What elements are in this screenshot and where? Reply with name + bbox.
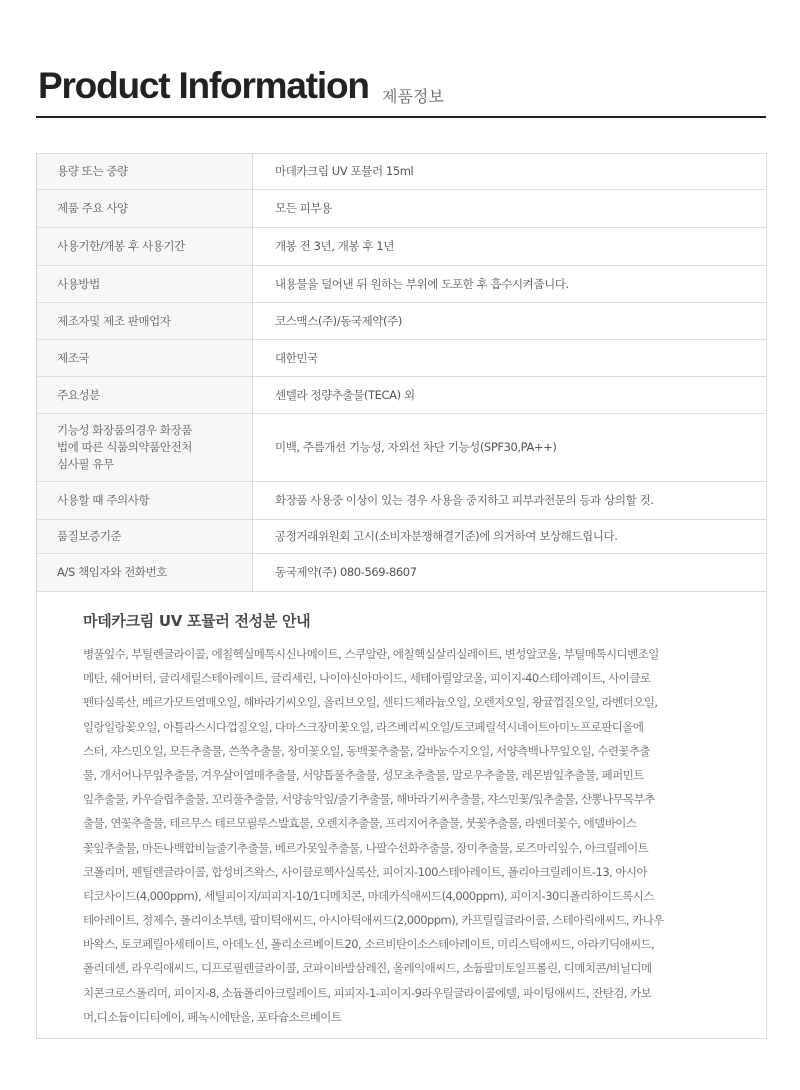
row-label: 제조국 bbox=[37, 340, 253, 377]
ingredients-line: 폴리데센, 라우릭애씨드, 디프로필렌글라이콜, 코파이바발삼레진, 올레익애씨드, 소듐팔미토일프롤린, 디메치콘/비닐디메 bbox=[83, 961, 652, 976]
row-value: 동국제약(주) 080-569-8607 bbox=[253, 554, 767, 592]
row-label: 용량 또는 중량 bbox=[37, 154, 253, 190]
table-row bbox=[37, 520, 767, 554]
ingredients-line: 스터, 쟈스민오일, 모든추출물, 쓴쑥추출물, 장미꽃오일, 동백꽃추출물, 갈바눔수지오일, 서양측백나무잎오일, 수련꽃추출 bbox=[83, 743, 651, 758]
ingredients-text bbox=[83, 642, 743, 1029]
ingredients-line: 머,디소듐이디티에이, 페녹시에탄올, 포타슘소르베이트 bbox=[83, 1009, 342, 1024]
row-label-line: 심사필 유무 bbox=[57, 456, 114, 471]
ingredients-line: 출물, 연꽃추출물, 테르무스 테르모필루스발효물, 오렌지추출물, 프리지어추출물, 붓꽃추출물, 라벤더꽃수, 에델바이스 bbox=[83, 816, 637, 831]
row-value: 센텔라 정량추출물(TECA) 외 bbox=[253, 377, 767, 414]
table-row bbox=[37, 190, 767, 228]
ingredients-line: 병풀잎수, 부틸렌글라이콜, 에칠헥실메톡시신나메이트, 스쿠알란, 에칠헥실살리실레이트, 변성알코올, 부틸메톡시디벤조일 bbox=[83, 647, 659, 661]
table-row bbox=[37, 340, 767, 377]
table-row bbox=[37, 377, 767, 414]
row-value: 개봉 전 3년, 개봉 후 1년 bbox=[253, 228, 767, 266]
ingredients-line: 일랑일랑꽃오일, 아틀라스시다껍질오일, 다마스크장미꽃오일, 라즈베리씨오일/토코페릴석시네이트아미노프로판디올에 bbox=[83, 719, 644, 734]
ingredients-line: 치콘크로스폴리머, 피이지-8, 소듐폴리아크릴레이트, 피피지-1-피이지-9라우릴글라이콜에텔, 파이팅애씨드, 잔탄검, 카보 bbox=[83, 985, 652, 1000]
ingredients-line: 메탄, 쉐어버터, 글리세릴스테아레이트, 글리세린, 나이아신아마이드, 세테아릴알코올, 피이지-40스테아레이트, 사이클로 bbox=[83, 671, 651, 686]
row-value: 공정거래위원회 고시(소비자분쟁해결기준)에 의거하여 보상해드립니다. bbox=[253, 520, 767, 554]
ingredients-line: 물, 개서어나무잎추출물, 겨우살이열매추출물, 서양톱풀추출물, 성모초추출물, 말로우추출물, 레몬밤잎추출물, 페퍼민트 bbox=[83, 767, 644, 782]
row-label: 사용기한/개봉 후 사용기간 bbox=[37, 228, 253, 266]
row-value: 모든 피부용 bbox=[253, 190, 767, 228]
section-header bbox=[36, 62, 766, 118]
page-subtitle: 제품정보 bbox=[382, 87, 444, 106]
table-row bbox=[37, 154, 767, 190]
row-label: 제조자및 제조 판매업자 bbox=[37, 303, 253, 340]
table-row bbox=[37, 266, 767, 303]
table-row bbox=[37, 414, 767, 482]
row-value: 대한민국 bbox=[253, 340, 767, 377]
row-value: 코스맥스(주)/동국제약(주) bbox=[253, 303, 767, 340]
row-label: 사용방법 bbox=[37, 266, 253, 303]
ingredients-line: 꽃잎추출물, 마돈나백합비늘줄기추출물, 베르가못잎추출물, 나팔수선화추출물, 장미추출물, 로즈마리잎수, 아크릴레이트 bbox=[83, 840, 649, 855]
ingredients-line: 테아레이트, 정제수, 폴리이소부텐, 팔미틱애씨드, 아시아틱애씨드(2,000ppm), 카프릴릴글라이콜, 스테아릭애씨드, 카나우 bbox=[83, 913, 664, 928]
ingredients-line: 코폴리머, 펜틸렌글라이콜, 합성비즈왁스, 사이클로헥사실록산, 피이지-100스테아레이트, 폴리아크릴레이트-13, 아시아 bbox=[83, 864, 648, 879]
row-label-line: 기능성 화장품의경우 화장품 bbox=[57, 423, 193, 438]
product-info-table bbox=[36, 153, 767, 592]
row-label: 제품 주요 사양 bbox=[37, 190, 253, 228]
row-value: 내용물을 덜어낸 뒤 원하는 부위에 도포한 후 흡수시켜줍니다. bbox=[253, 266, 767, 303]
table-row bbox=[37, 228, 767, 266]
row-value: 화장품 사용중 이상이 있는 경우 사용을 중지하고 피부과전문의 등과 상의할 것. bbox=[253, 482, 767, 520]
ingredients-line: 티코사이드(4,000ppm), 세틸피이지/피피지-10/1디메치콘, 마데카식애씨드(4,000ppm), 피이지-30디폴리하이드록시스 bbox=[83, 888, 654, 903]
ingredients-line: 펜타실록산, 베르가모트열매오일, 해바라기씨오일, 올리브오일, 센티드제라늄오일, 오렌지오일, 왕귤껍질오일, 라벤더오일, bbox=[83, 695, 658, 710]
ingredients-line: 바왁스, 토코페릴아세테이트, 아데노신, 폴리소르베이트20, 소르비탄이소스테아레이트, 미리스틱애씨드, 아라키딕애씨드, bbox=[83, 937, 655, 952]
row-label: A/S 책임자와 전화번호 bbox=[37, 554, 253, 592]
row-value: 마데카크림 UV 포뮬러 15ml bbox=[253, 154, 767, 190]
ingredients-title: 마데카크림 UV 포뮬러 전성분 안내 bbox=[83, 612, 311, 630]
ingredients-line: 잎추출물, 카우슬립추출물, 꼬리풀추출물, 서양송악잎/줄기추출물, 해바라기씨추출물, 쟈스민꽃/잎추출물, 산뽕나무목부추 bbox=[83, 792, 655, 807]
table-row bbox=[37, 303, 767, 340]
row-label: 주요성분 bbox=[37, 377, 253, 414]
page-title: Product Information bbox=[38, 65, 369, 106]
row-label: 사용할 때 주의사항 bbox=[37, 482, 253, 520]
row-label: 품질보증기준 bbox=[37, 520, 253, 554]
table-row bbox=[37, 482, 767, 520]
row-label bbox=[37, 414, 253, 482]
row-value: 미백, 주름개선 기능성, 자외선 차단 기능성(SPF30,PA++) bbox=[253, 414, 767, 482]
row-label-line: 법에 따른 식품의약품안전처 bbox=[57, 440, 193, 455]
ingredients-section bbox=[36, 572, 767, 1039]
